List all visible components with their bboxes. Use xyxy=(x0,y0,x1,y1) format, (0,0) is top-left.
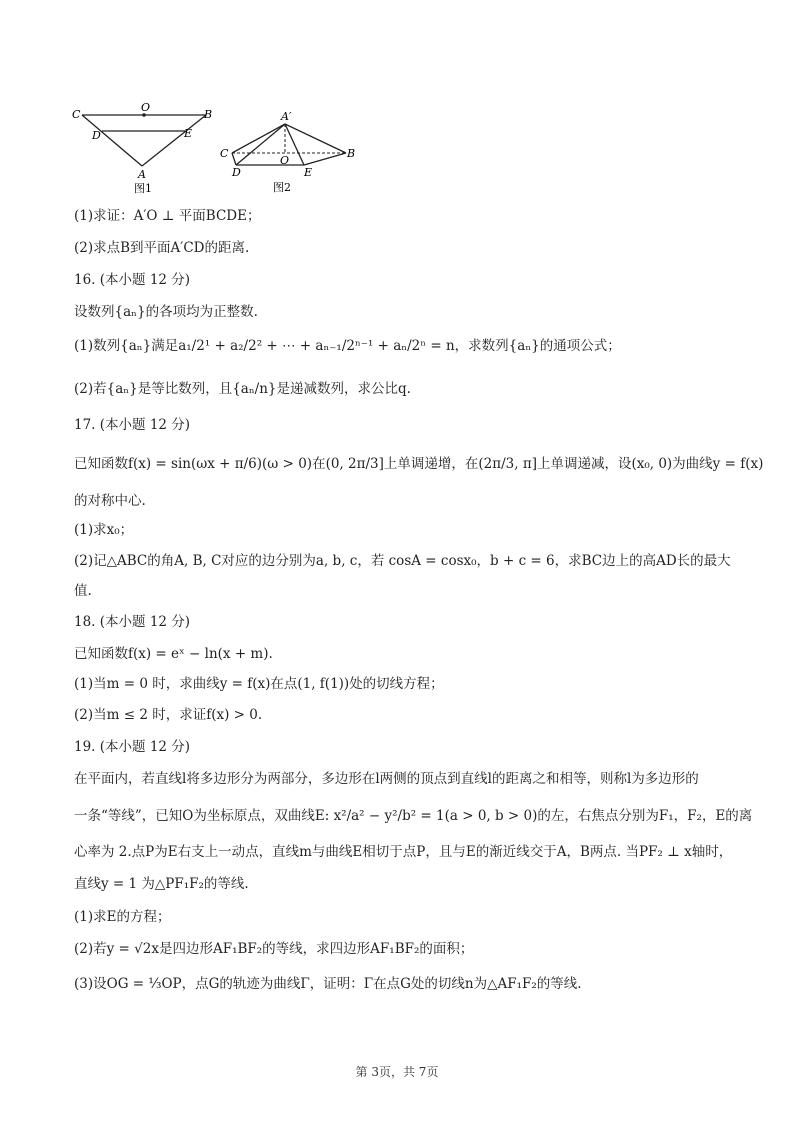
figure-2 xyxy=(220,110,355,194)
q19-heading: 19. (本小题 12 分) xyxy=(74,739,191,755)
q17-part1: (1)求x₀； xyxy=(74,522,134,538)
figure-diagrams xyxy=(66,98,366,198)
figure-1 xyxy=(72,101,212,195)
fig1-label-a: A xyxy=(138,168,146,181)
fig2-caption: 图2 xyxy=(273,181,291,194)
fig1-label-c: C xyxy=(72,108,81,121)
fig1-caption: 图1 xyxy=(134,182,152,195)
fig1-label-b: B xyxy=(204,108,213,121)
q17-heading: 17. (本小题 12 分) xyxy=(74,417,191,433)
fig2-label-c: C xyxy=(220,147,229,160)
q19-line-1: 在平面内，若直线l将多边形分为两部分，多边形在l两侧的顶点到直线l的距离之和相等，则称l为多边形的 xyxy=(74,771,699,787)
q15-part1: (1)求证：A′O ⊥ 平面BCDE； xyxy=(74,208,261,224)
fig2-label-e: E xyxy=(304,166,313,179)
page-footer: 第 3页，共 7页 xyxy=(355,1065,439,1079)
fig2-label-o: O xyxy=(280,154,290,167)
q18-heading: 18. (本小题 12 分) xyxy=(74,614,191,630)
fig2-label-b: B xyxy=(347,147,356,160)
fig1-label-d: D xyxy=(92,129,101,142)
q19-part3: (3)设OG = ⅓OP，点G的轨迹为曲线Γ，证明：Γ在点G处的切线n为△AF₁F₂的等线. xyxy=(74,976,582,992)
q18-part1: (1)当m = 0 时，求曲线y = f(x)在点(1, f(1))处的切线方程； xyxy=(74,676,444,692)
fig1-label-o: O xyxy=(141,101,151,114)
fig1-label-e: E xyxy=(184,127,193,140)
q16-part2: (2)若{aₙ}是等比数列，且{aₙ/n}是递减数列，求公比q. xyxy=(74,381,411,397)
fig2-label-a-prime: A′ xyxy=(281,110,292,123)
figures xyxy=(66,98,366,198)
q19-line-2: 一条“等线”，已知O为坐标原点，双曲线E: x²/a² − y²/b² = 1(a > 0, b > 0)的左，右焦点分别为F₁，F₂，E的离 xyxy=(74,808,753,824)
q15-part2: (2)求点B到平面A′CD的距离. xyxy=(74,240,250,256)
q19-line-4: 直线y = 1 为△PF₁F₂的等线. xyxy=(74,876,249,892)
q17-intro-1: 已知函数f(x) = sin(ωx + π/6)(ω > 0)在(0, 2π/3]上单调递增，在(2π/3, π]上单调递减，设(x₀, 0)为曲线y = f(x) xyxy=(74,456,764,472)
q17-part2-a: (2)记△ABC的角A, B, C对应的边分别为a, b, c，若 cosA = cosx₀，b + c = 6，求BC边上的高AD长的最大 xyxy=(74,553,731,569)
q19-line-3: 心率为 2.点P为E右支上一动点，直线m与曲线E相切于点P，且与E的渐近线交于A，B两点. 当PF₂ ⊥ x轴时， xyxy=(74,844,733,860)
q18-intro: 已知函数f(x) = eˣ − ln(x + m). xyxy=(74,646,273,662)
q18-part2: (2)当m ≤ 2 时，求证f(x) > 0. xyxy=(74,707,263,723)
fig2-label-d: D xyxy=(232,166,241,179)
q16-heading: 16. (本小题 12 分) xyxy=(74,272,191,288)
q16-part1: (1)数列{aₙ}满足a₁/2¹ + a₂/2² + ⋯ + aₙ₋₁/2ⁿ⁻¹ + aₙ/2ⁿ = n，求数列{aₙ}的通项公式； xyxy=(74,338,621,354)
q19-part1: (1)求E的方程； xyxy=(74,909,171,925)
q16-intro: 设数列{aₙ}的各项均为正整数. xyxy=(74,304,258,320)
q19-part2: (2)若y = √2x是四边形AF₁BF₂的等线，求四边形AF₁BF₂的面积； xyxy=(74,941,474,957)
q17-part2-b: 值. xyxy=(74,583,92,599)
q17-intro-2: 的对称中心. xyxy=(74,493,146,509)
